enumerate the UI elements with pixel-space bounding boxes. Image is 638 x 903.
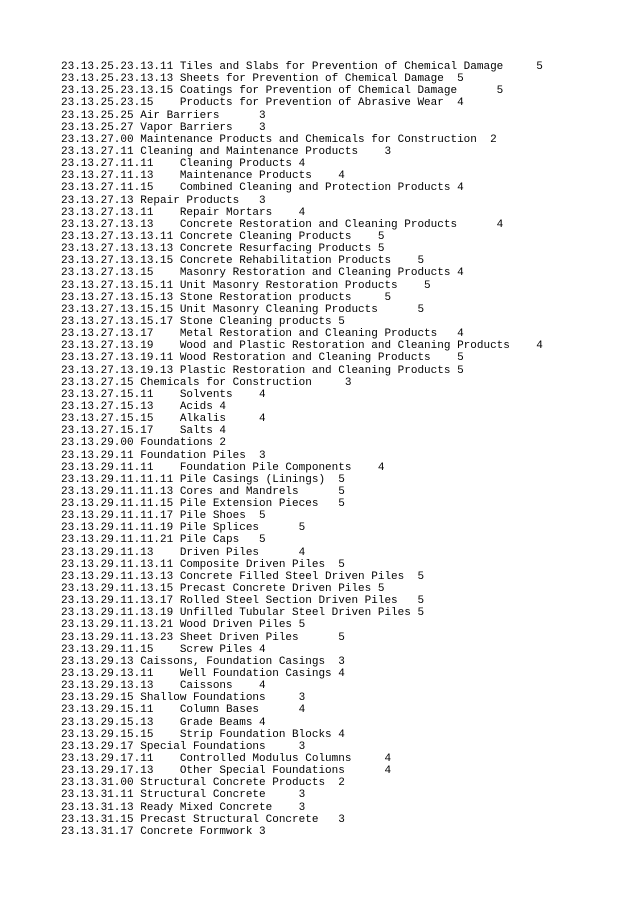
classification-line: 23.13.29.11.15 Screw Piles 4 [61,643,266,656]
classification-line: 23.13.27.13.15.11 Unit Masonry Restoration Products 5 [61,279,431,292]
classification-line: 23.13.29.17.11 Controlled Modulus Columns 4 [61,753,392,766]
classification-line: 23.13.25.23.13.15 Coatings for Prevention of Chemical Damage 5 [61,85,504,98]
classification-line: 23.13.27.11 Cleaning and Maintenance Products 3 [61,145,392,158]
classification-line: 23.13.29.15.15 Strip Foundation Blocks 4 [61,728,345,741]
classification-line: 23.13.27.13 Repair Products 3 [61,194,266,207]
classification-line: 23.13.31.13 Ready Mixed Concrete 3 [61,801,306,814]
classification-line: 23.13.27.11.11 Cleaning Products 4 [61,158,306,171]
classification-line: 23.13.29.13.11 Well Foundation Casings 4 [61,668,345,681]
classification-line: 23.13.29.15.13 Grade Beams 4 [61,716,266,729]
classification-line: 23.13.27.13.19.11 Wood Restoration and Cleaning Products 5 [61,352,464,365]
classification-line: 23.13.29.11.13.11 Composite Driven Piles 5 [61,558,345,571]
classification-line: 23.13.27.15.11 Solvents 4 [61,388,266,401]
classification-line: 23.13.29.11.11.21 Pile Caps 5 [61,534,266,547]
classification-line: 23.13.29.11.11 Foundation Pile Components 4 [61,461,385,474]
classification-line: 23.13.27.13.15.15 Unit Masonry Cleaning Products 5 [61,303,425,316]
classification-line: 23.13.27.13.13.11 Concrete Cleaning Products 5 [61,230,385,243]
classification-line: 23.13.31.00 Structural Concrete Products 2 [61,777,345,790]
classification-line: 23.13.29.11.11.11 Pile Casings (Linings) 5 [61,473,345,486]
classification-line: 23.13.25.23.15 Products for Prevention of Abrasive Wear 4 [61,97,464,110]
classification-line: 23.13.29.11.13.15 Precast Concrete Driven Piles 5 [61,583,385,596]
classification-line: 23.13.29.11.13.17 Rolled Steel Section Driven Piles 5 [61,595,425,608]
classification-line: 23.13.27.15.13 Acids 4 [61,400,227,413]
classification-line: 23.13.27.13.13.15 Concrete Rehabilitation Products 5 [61,255,425,268]
classification-line: 23.13.31.17 Concrete Formwork 3 [61,825,266,838]
classification-line: 23.13.27.15.17 Salts 4 [61,425,227,438]
classification-line: 23.13.29.11.11.17 Pile Shoes 5 [61,510,266,523]
classification-line: 23.13.29.11.11.13 Cores and Mandrels 5 [61,485,345,498]
classification-line: 23.13.25.27 Vapor Barriers 3 [61,121,266,134]
classification-line: 23.13.27.13.11 Repair Mortars 4 [61,206,306,219]
classification-line: 23.13.29.15.11 Column Bases 4 [61,704,306,717]
classification-line: 23.13.31.11 Structural Concrete 3 [61,789,306,802]
classification-line: 23.13.29.13 Caissons, Foundation Casings 3 [61,655,345,668]
classification-line: 23.13.27.13.13 Concrete Restoration and Cleaning Products 4 [61,218,504,231]
classification-line: 23.13.27.13.15 Masonry Restoration and Cleaning Products 4 [61,267,464,280]
classification-line: 23.13.29.13.13 Caissons 4 [61,680,266,693]
classification-line: 23.13.27.13.15.13 Stone Restoration products 5 [61,291,392,304]
classification-line: 23.13.29.17 Special Foundations 3 [61,740,306,753]
classification-line: 23.13.29.15 Shallow Foundations 3 [61,692,306,705]
classification-line: 23.13.25.25 Air Barriers 3 [61,109,266,122]
classification-line: 23.13.29.11.13.23 Sheet Driven Piles 5 [61,631,345,644]
classification-line: 23.13.27.13.19.13 Plastic Restoration and Cleaning Products 5 [61,364,464,377]
classification-line: 23.13.29.11.13.19 Unfilled Tubular Steel Driven Piles 5 [61,607,425,620]
classification-line: 23.13.25.23.13.11 Tiles and Slabs for Prevention of Chemical Damage 5 [61,61,543,73]
classification-line: 23.13.27.15 Chemicals for Construction 3 [61,376,352,389]
classification-line: 23.13.27.13.13.13 Concrete Resurfacing Products 5 [61,243,385,256]
classification-line: 23.13.29.11.13.21 Wood Driven Piles 5 [61,619,306,632]
classification-line: 23.13.31.15 Precast Structural Concrete 3 [61,813,345,826]
classification-line: 23.13.27.11.15 Combined Cleaning and Protection Products 4 [61,182,464,195]
classification-line: 23.13.27.13.15.17 Stone Cleaning products 5 [61,315,345,328]
classification-line: 23.13.29.11.13.13 Concrete Filled Steel Driven Piles 5 [61,570,425,583]
classification-line: 23.13.27.15.15 Alkalis 4 [61,413,266,426]
classification-line: 23.13.27.11.13 Maintenance Products 4 [61,170,345,183]
classification-line: 23.13.27.13.19 Wood and Plastic Restoration and Cleaning Products 4 [61,340,543,353]
classification-line: 23.13.25.23.13.13 Sheets for Prevention of Chemical Damage 5 [61,73,464,86]
classification-line: 23.13.29.17.13 Other Special Foundations 4 [61,765,392,778]
classification-line: 23.13.29.11.11.15 Pile Extension Pieces 5 [61,498,345,511]
classification-line: 23.13.29.11.13 Driven Piles 4 [61,546,306,559]
classification-line: 23.13.27.13.17 Metal Restoration and Cleaning Products 4 [61,328,464,341]
classification-line: 23.13.29.11 Foundation Piles 3 [61,449,266,462]
classification-line: 23.13.29.11.11.19 Pile Splices 5 [61,522,306,535]
classification-line: 23.13.27.00 Maintenance Products and Chemicals for Construction 2 [61,133,497,146]
classification-line: 23.13.29.00 Foundations 2 [61,437,227,450]
document-page [61,61,636,838]
